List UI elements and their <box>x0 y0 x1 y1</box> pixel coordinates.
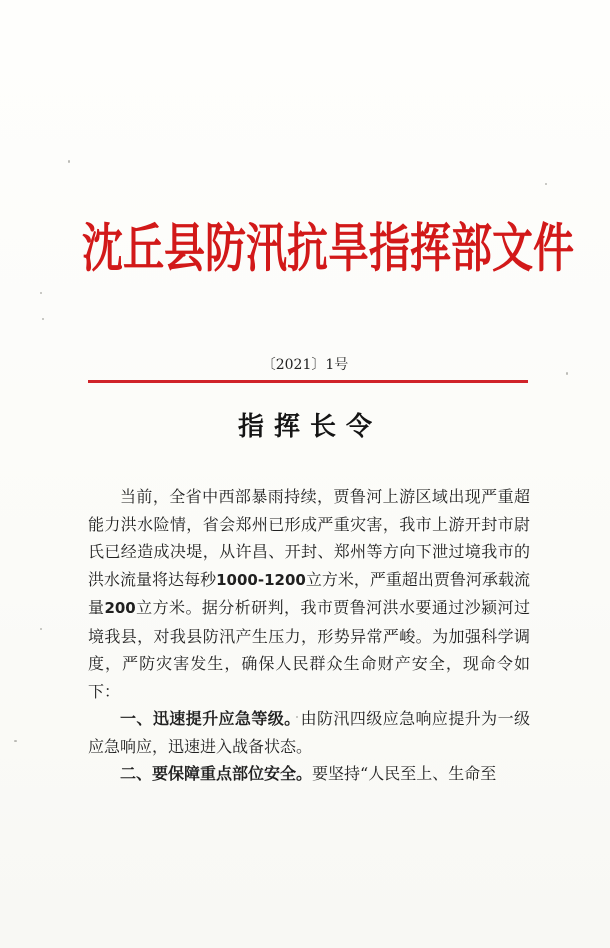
red-divider-line <box>88 380 528 383</box>
order-item-1 <box>88 705 530 760</box>
item-1-lead: 一、迅速提升应急等级。 <box>120 709 301 728</box>
document-title: 沈丘县防汛抗旱指挥部文件 <box>82 217 574 279</box>
scan-speck <box>40 292 42 294</box>
item-2-lead: 二、要保障重点部位安全。 <box>120 764 313 783</box>
document-number: 〔2021〕1号 <box>261 357 349 373</box>
intro-text-1: 当前，全省中西部暴雨持续，贾鲁河上游区域出现严重超能力洪水险情，省会郑州已形成严重灾害，我市上游开封市尉氏已经造成决堤，从许昌、开封、郑州等方向下泄过境我市的洪水流量将达每秒 <box>88 487 530 589</box>
scan-speck <box>14 740 17 742</box>
item-2-text: 要坚持“人民至上、生命至 <box>312 764 497 783</box>
scan-speck <box>545 183 547 185</box>
intro-text-3: 立方米。据分析研判，我市贾鲁河洪水要通过沙颍河过境我县，对我县防汛产生压力，形势异常严峻。为加强科学调度，严防灾害发生，确保人民群众生命财产安全，现命令如下： <box>88 598 530 701</box>
intro-text-2: 立方米，严重超出贾鲁河承载流量 <box>88 569 530 617</box>
scan-speck <box>40 628 42 630</box>
scan-speck <box>42 318 44 320</box>
order-heading: 指挥长令 <box>237 412 382 442</box>
order-item-2 <box>88 760 530 788</box>
flow-rate-value: 1000-1200 <box>216 570 306 589</box>
intro-paragraph <box>88 483 530 705</box>
capacity-value: 200 <box>104 599 136 617</box>
order-body <box>88 483 530 788</box>
item-1-text: 由防汛四级应急响应提升为一级应急响应，迅速进入战备状态。 <box>88 709 530 756</box>
scan-speck <box>68 160 70 163</box>
